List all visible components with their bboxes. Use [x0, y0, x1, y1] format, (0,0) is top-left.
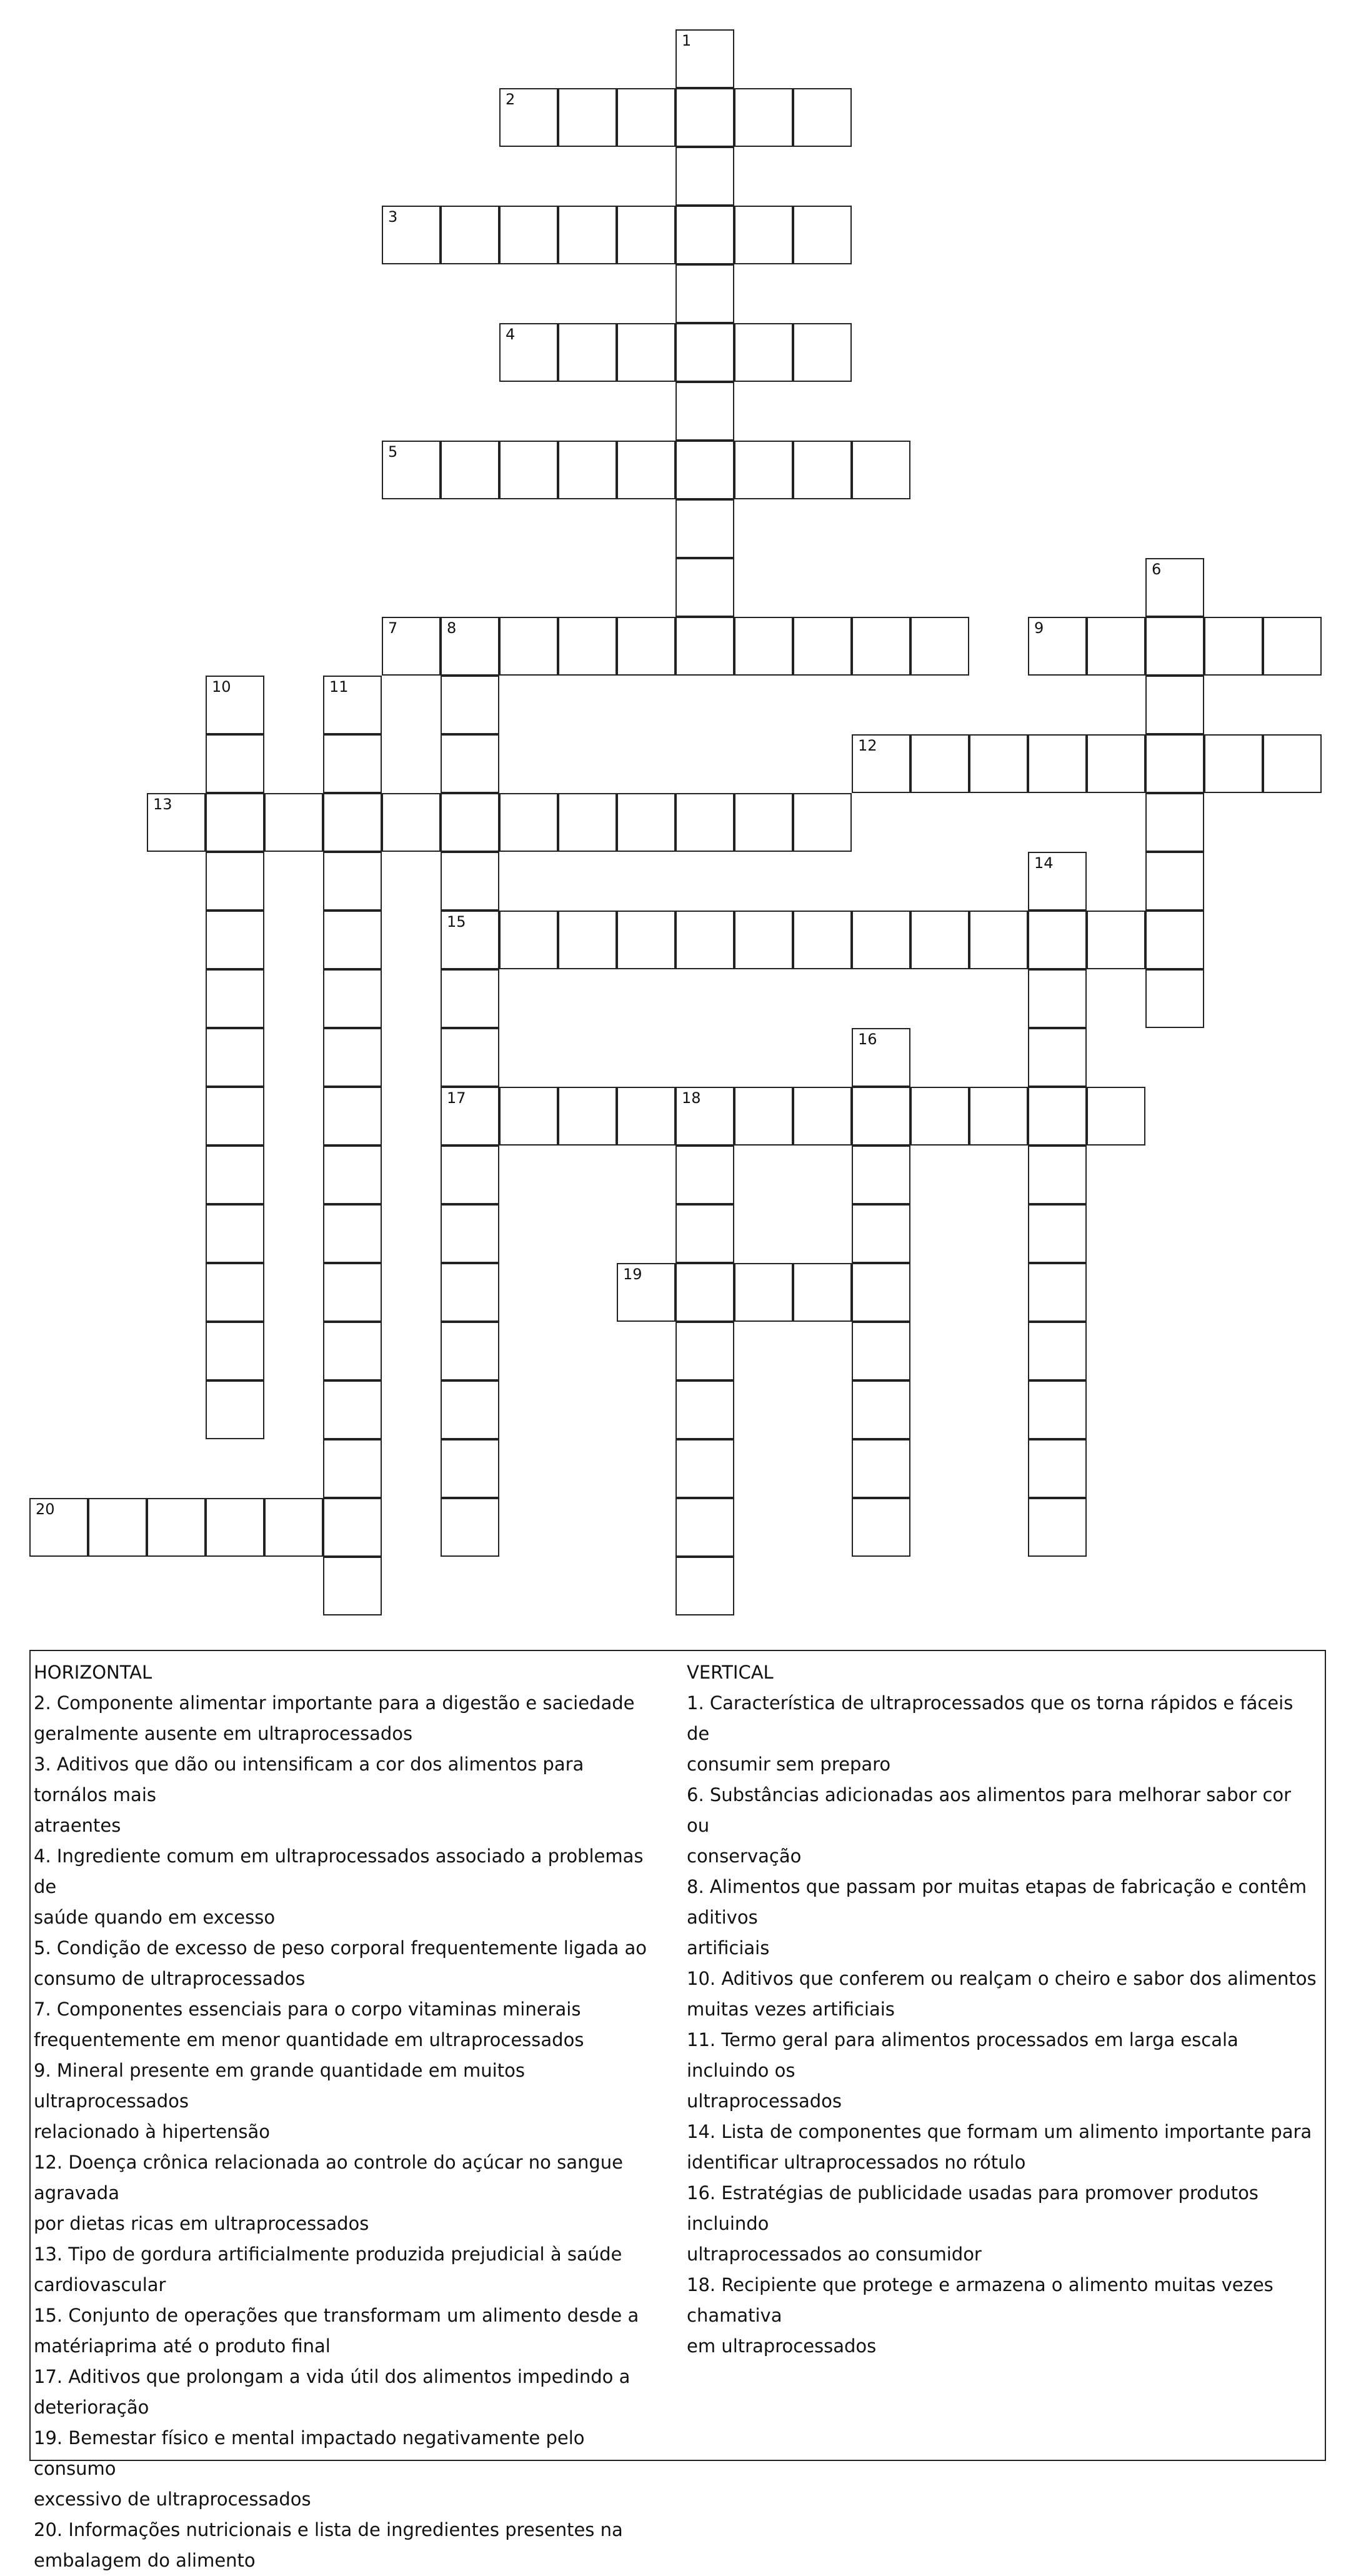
grid-cell[interactable] [206, 969, 264, 1028]
grid-cell[interactable] [382, 793, 441, 852]
grid-cell[interactable] [323, 1380, 382, 1439]
clue-text: deterioração [34, 2397, 149, 2418]
clue-text: 1. Característica de ultraprocessados que os torna rápidos e fáceis de [687, 1692, 1294, 1744]
grid-cell[interactable] [910, 617, 969, 676]
clue-item [34, 2300, 659, 2362]
grid-cell[interactable] [1263, 734, 1322, 793]
grid-cell[interactable] [441, 1263, 499, 1322]
grid-cell[interactable] [441, 1146, 499, 1204]
clue-number: 3 [388, 208, 398, 226]
grid-cell[interactable] [206, 1380, 264, 1439]
grid-cell[interactable] [206, 1146, 264, 1204]
grid-cell[interactable] [793, 88, 852, 147]
grid-cell[interactable] [676, 499, 734, 558]
grid-cell[interactable] [1087, 911, 1145, 969]
grid-cell[interactable] [617, 323, 676, 382]
grid-cell[interactable] [969, 911, 1028, 969]
grid-cell[interactable] [852, 1380, 910, 1439]
grid-cell[interactable] [264, 1498, 323, 1557]
grid-cell[interactable] [1087, 1087, 1145, 1146]
grid-cell[interactable] [793, 323, 852, 382]
grid-cell[interactable] [793, 617, 852, 676]
grid-cell[interactable] [852, 1263, 910, 1322]
grid-cell[interactable] [206, 1322, 264, 1380]
clue-number: 2 [506, 91, 516, 108]
grid-cell[interactable] [264, 793, 323, 852]
grid-cell[interactable] [323, 1087, 382, 1146]
clue-text: 3. Aditivos que dão ou intensificam a cor dos alimentos para tornálos mais [34, 1754, 584, 1805]
grid-cell[interactable] [852, 1028, 910, 1087]
clue-item [687, 2270, 1318, 2362]
grid-cell[interactable] [499, 1087, 558, 1146]
grid-cell[interactable] [734, 441, 793, 499]
clue-item [34, 2515, 659, 2576]
grid-cell[interactable] [676, 1204, 734, 1263]
grid-cell[interactable] [676, 441, 734, 499]
grid-cell[interactable] [499, 88, 558, 147]
grid-cell[interactable] [147, 1498, 206, 1557]
grid-cell[interactable] [323, 969, 382, 1028]
across-title: HORIZONTAL [34, 1662, 152, 1683]
grid-cell[interactable] [1204, 734, 1263, 793]
grid-cell[interactable] [1145, 617, 1204, 676]
grid-cell[interactable] [382, 206, 441, 264]
clue-item [687, 1688, 1318, 1780]
grid-cell[interactable] [1028, 617, 1087, 676]
grid-cell[interactable] [206, 676, 264, 734]
grid-cell[interactable] [852, 1087, 910, 1146]
clue-text: geralmente ausente em ultraprocessados [34, 1723, 413, 1744]
clue-text: embalagem do alimento [34, 2550, 256, 2571]
clue-text: muitas vezes artificiais [687, 1999, 895, 2020]
grid-cell[interactable] [558, 441, 617, 499]
clue-item [34, 2423, 659, 2515]
grid-cell[interactable] [852, 1204, 910, 1263]
down-clues [687, 1657, 1318, 2362]
clue-text: matériaprima até o produto final [34, 2335, 331, 2357]
clue-text: 14. Lista de componentes que formam um alimento importante para [687, 2121, 1312, 2142]
clue-text: consumo de ultraprocessados [34, 1968, 306, 1989]
grid-cell[interactable] [323, 793, 382, 852]
grid-cell[interactable] [1028, 1087, 1087, 1146]
grid-cell[interactable] [1145, 911, 1204, 969]
grid-cell[interactable] [1028, 1146, 1087, 1204]
clue-text: 17. Aditivos que prolongam a vida útil dos alimentos impedindo a [34, 2366, 631, 2387]
clue-text: 2. Componente alimentar importante para a digestão e saciedade [34, 1692, 635, 1714]
grid-cell[interactable] [1028, 911, 1087, 969]
clue-item [687, 2178, 1318, 2270]
grid-cell[interactable] [441, 734, 499, 793]
grid-cell[interactable] [499, 441, 558, 499]
grid-cell[interactable] [1145, 734, 1204, 793]
grid-cell[interactable] [1028, 1380, 1087, 1439]
grid-cell[interactable] [910, 734, 969, 793]
grid-cell[interactable] [676, 1557, 734, 1615]
grid-cell[interactable] [441, 1087, 499, 1146]
grid-cell[interactable] [323, 1557, 382, 1615]
clue-number: 9 [1034, 619, 1044, 637]
grid-cell[interactable] [676, 1263, 734, 1322]
grid-cell[interactable] [206, 1087, 264, 1146]
clue-number: 11 [329, 678, 349, 696]
grid-cell[interactable] [558, 617, 617, 676]
grid-cell[interactable] [734, 1263, 793, 1322]
grid-cell[interactable] [734, 617, 793, 676]
grid-cell[interactable] [441, 676, 499, 734]
grid-cell[interactable] [206, 1498, 264, 1557]
grid-cell[interactable] [206, 1263, 264, 1322]
clue-text: 7. Componentes essenciais para o corpo vitaminas minerais [34, 1999, 581, 2020]
across-clue-list [34, 1688, 659, 2576]
grid-cell[interactable] [793, 1263, 852, 1322]
grid-cell[interactable] [852, 617, 910, 676]
grid-cell[interactable] [852, 734, 910, 793]
clue-text: excessivo de ultraprocessados [34, 2489, 311, 2510]
grid-cell[interactable] [1087, 617, 1145, 676]
grid-cell[interactable] [1028, 1498, 1087, 1557]
clue-number: 19 [623, 1266, 642, 1283]
grid-cell[interactable] [323, 852, 382, 911]
clue-text: cardiovascular [34, 2274, 166, 2295]
grid-cell[interactable] [852, 911, 910, 969]
grid-cell[interactable] [1028, 1028, 1087, 1087]
down-clue-list [687, 1688, 1318, 2362]
clue-text: conservação [687, 1845, 802, 1867]
clue-number: 5 [388, 443, 398, 461]
grid-cell[interactable] [1028, 969, 1087, 1028]
clue-item [34, 1749, 659, 1841]
clue-text: relacionado à hipertensão [34, 2121, 271, 2142]
clue-text: 6. Substâncias adicionadas aos alimentos para melhorar sabor cor ou [687, 1784, 1292, 1836]
grid-cell[interactable] [1087, 734, 1145, 793]
grid-cell[interactable] [441, 793, 499, 852]
grid-cell[interactable] [558, 1087, 617, 1146]
clue-number: 15 [447, 913, 466, 931]
clue-text: 13. Tipo de gordura artificialmente produzida prejudicial à saúde [34, 2244, 622, 2265]
grid-cell[interactable] [441, 1322, 499, 1380]
clue-number: 20 [36, 1500, 55, 1518]
grid-cell[interactable] [323, 1204, 382, 1263]
grid-cell[interactable] [499, 793, 558, 852]
clue-number: 14 [1034, 854, 1054, 872]
grid-cell[interactable] [558, 88, 617, 147]
grid-cell[interactable] [323, 1322, 382, 1380]
grid-cell[interactable] [617, 206, 676, 264]
grid-cell[interactable] [793, 793, 852, 852]
clue-item [34, 2239, 659, 2300]
clue-text: frequentemente em menor quantidade em ultraprocessados [34, 2029, 584, 2050]
grid-cell[interactable] [323, 1263, 382, 1322]
grid-cell[interactable] [676, 29, 734, 88]
grid-cell[interactable] [1145, 793, 1204, 852]
grid-cell[interactable] [676, 264, 734, 323]
grid-cell[interactable] [734, 1087, 793, 1146]
clue-item [34, 2055, 659, 2147]
clue-text: atraentes [34, 1815, 121, 1836]
grid-cell[interactable] [1028, 1322, 1087, 1380]
clue-text: em ultraprocessados [687, 2335, 877, 2357]
grid-cell[interactable] [206, 793, 264, 852]
grid-cell[interactable] [676, 1322, 734, 1380]
grid-cell[interactable] [499, 617, 558, 676]
grid-cell[interactable] [323, 1028, 382, 1087]
grid-cell[interactable] [323, 911, 382, 969]
grid-cell[interactable] [441, 206, 499, 264]
grid-cell[interactable] [852, 1146, 910, 1204]
grid-cell[interactable] [734, 88, 793, 147]
grid-cell[interactable] [499, 206, 558, 264]
grid-cell[interactable] [617, 793, 676, 852]
grid-cell[interactable] [676, 323, 734, 382]
down-title: VERTICAL [687, 1662, 774, 1683]
grid-cell[interactable] [206, 734, 264, 793]
clue-text: identificar ultraprocessados no rótulo [687, 2152, 1026, 2173]
grid-cell[interactable] [1145, 676, 1204, 734]
grid-cell[interactable] [734, 323, 793, 382]
grid-cell[interactable] [441, 1204, 499, 1263]
clue-item [34, 2362, 659, 2423]
grid-cell[interactable] [441, 1439, 499, 1498]
grid-cell[interactable] [793, 1087, 852, 1146]
clue-text: 15. Conjunto de operações que transformam um alimento desde a [34, 2305, 639, 2326]
clue-text: 10. Aditivos que conferem ou realçam o cheiro e sabor dos alimentos [687, 1968, 1317, 1989]
grid-cell[interactable] [441, 911, 499, 969]
clue-item [687, 1872, 1318, 1964]
grid-cell[interactable] [676, 558, 734, 617]
clue-text: 4. Ingrediente comum em ultraprocessados associado a problemas de [34, 1845, 644, 1897]
clue-text: por dietas ricas em ultraprocessados [34, 2213, 369, 2234]
grid-cell[interactable] [382, 441, 441, 499]
grid-cell[interactable] [793, 206, 852, 264]
grid-cell[interactable] [558, 793, 617, 852]
clues-box [29, 1650, 1326, 2571]
clue-text: 8. Alimentos que passam por muitas etapas de fabricação e contêm aditivos [687, 1876, 1307, 1928]
grid-cell[interactable] [441, 617, 499, 676]
grid-cell[interactable] [969, 1087, 1028, 1146]
clue-item [34, 1841, 659, 1933]
grid-cell[interactable] [1145, 852, 1204, 911]
grid-cell[interactable] [441, 852, 499, 911]
grid-cell[interactable] [969, 734, 1028, 793]
across-clues [34, 1657, 659, 2576]
clue-number: 16 [858, 1031, 877, 1048]
grid-cell[interactable] [323, 1498, 382, 1557]
clue-item [34, 1994, 659, 2055]
grid-cell[interactable] [441, 441, 499, 499]
grid-cell[interactable] [323, 734, 382, 793]
grid-cell[interactable] [910, 1087, 969, 1146]
grid-cell[interactable] [441, 1380, 499, 1439]
grid-cell[interactable] [441, 969, 499, 1028]
grid-cell[interactable] [676, 1380, 734, 1439]
grid-cell[interactable] [29, 1498, 88, 1557]
grid-cell[interactable] [147, 793, 206, 852]
grid-cell[interactable] [852, 1322, 910, 1380]
clue-number: 4 [506, 326, 516, 343]
grid-cell[interactable] [852, 1498, 910, 1557]
clue-number: 10 [212, 678, 231, 696]
grid-cell[interactable] [617, 911, 676, 969]
grid-cell[interactable] [499, 911, 558, 969]
grid-cell[interactable] [676, 617, 734, 676]
grid-cell[interactable] [1028, 852, 1087, 911]
clue-text: 12. Doença crônica relacionada ao controle do açúcar no sangue agravada [34, 2152, 624, 2204]
grid-cell[interactable] [206, 911, 264, 969]
clue-number: 12 [858, 737, 877, 754]
grid-cell[interactable] [734, 793, 793, 852]
clue-item [34, 1933, 659, 1994]
grid-cell[interactable] [1204, 617, 1263, 676]
grid-cell[interactable] [793, 441, 852, 499]
clue-number: 13 [153, 796, 172, 813]
clue-text: 19. Bemestar físico e mental impactado negativamente pelo consumo [34, 2427, 585, 2479]
grid-cell[interactable] [676, 911, 734, 969]
clue-text: artificiais [687, 1937, 770, 1959]
grid-cell[interactable] [676, 1146, 734, 1204]
grid-cell[interactable] [676, 1439, 734, 1498]
grid-cell[interactable] [1263, 617, 1322, 676]
clue-text: ultraprocessados [687, 2090, 842, 2112]
grid-cell[interactable] [499, 323, 558, 382]
grid-cell[interactable] [793, 911, 852, 969]
grid-cell[interactable] [558, 206, 617, 264]
grid-cell[interactable] [1028, 1263, 1087, 1322]
clue-text: 16. Estratégias de publicidade usadas para promover produtos incluindo [687, 2182, 1259, 2234]
grid-cell[interactable] [676, 1498, 734, 1557]
clue-text: 5. Condição de excesso de peso corporal frequentemente ligada ao [34, 1937, 647, 1959]
clue-item [687, 1780, 1318, 1872]
grid-cell[interactable] [1145, 969, 1204, 1028]
clue-text: 20. Informações nutricionais e lista de ingredientes presentes na [34, 2519, 623, 2540]
clue-item [34, 1688, 659, 1749]
grid-cell[interactable] [734, 911, 793, 969]
clue-number: 18 [682, 1089, 701, 1107]
grid-cell[interactable] [558, 911, 617, 969]
grid-cell[interactable] [852, 441, 910, 499]
grid-cell[interactable] [441, 1028, 499, 1087]
grid-cell[interactable] [1028, 1204, 1087, 1263]
grid-cell[interactable] [382, 617, 441, 676]
grid-cell[interactable] [206, 852, 264, 911]
grid-cell[interactable] [88, 1498, 147, 1557]
clue-text: ultraprocessados ao consumidor [687, 2244, 982, 2265]
clue-item [687, 1964, 1318, 2025]
grid-cell[interactable] [676, 147, 734, 206]
grid-cell[interactable] [323, 1439, 382, 1498]
clue-item [34, 2147, 659, 2239]
clue-item [687, 2117, 1318, 2178]
grid-cell[interactable] [676, 1087, 734, 1146]
grid-cell[interactable] [910, 911, 969, 969]
grid-cell[interactable] [1028, 734, 1087, 793]
grid-cell[interactable] [852, 1439, 910, 1498]
grid-cell[interactable] [441, 1498, 499, 1557]
grid-cell[interactable] [676, 382, 734, 441]
grid-cell[interactable] [617, 441, 676, 499]
clue-text: 9. Mineral presente em grande quantidade em muitos ultraprocessados [34, 2060, 525, 2112]
clue-number: 17 [447, 1089, 466, 1107]
clue-text: 11. Termo geral para alimentos processados em larga escala incluindo os [687, 2029, 1239, 2081]
grid-cell[interactable] [734, 206, 793, 264]
grid-cell[interactable] [676, 793, 734, 852]
grid-cell[interactable] [323, 676, 382, 734]
clue-text: consumir sem preparo [687, 1754, 891, 1775]
clue-number: 8 [447, 619, 457, 637]
grid-cell[interactable] [617, 1263, 676, 1322]
clue-item [687, 2025, 1318, 2117]
clue-number: 1 [682, 32, 692, 49]
grid-cell[interactable] [617, 617, 676, 676]
grid-cell[interactable] [676, 206, 734, 264]
clue-number: 7 [388, 619, 398, 637]
grid-cell[interactable] [323, 1146, 382, 1204]
clue-number: 6 [1152, 561, 1162, 578]
grid-cell[interactable] [206, 1204, 264, 1263]
clue-text: saúde quando em excesso [34, 1907, 276, 1928]
grid-cell[interactable] [206, 1028, 264, 1087]
grid-cell[interactable] [617, 1087, 676, 1146]
clue-text: 18. Recipiente que protege e armazena o alimento muitas vezes chamativa [687, 2274, 1274, 2326]
grid-cell[interactable] [676, 88, 734, 147]
grid-cell[interactable] [617, 88, 676, 147]
grid-cell[interactable] [558, 323, 617, 382]
grid-cell[interactable] [1145, 558, 1204, 617]
grid-cell[interactable] [1028, 1439, 1087, 1498]
